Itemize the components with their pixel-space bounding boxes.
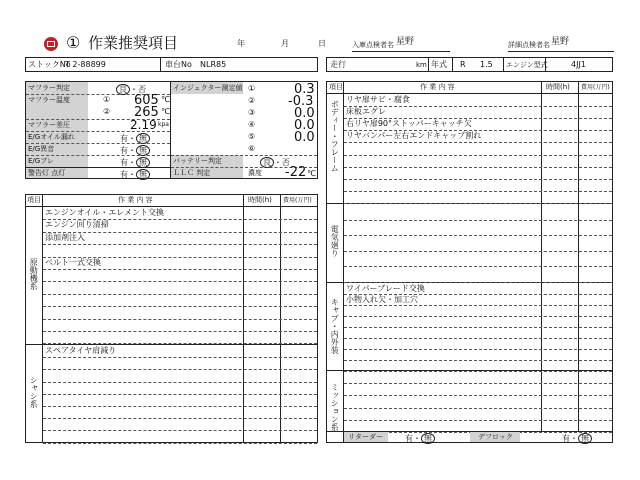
- temp1-no: ①: [103, 95, 111, 104]
- row-divider: [344, 408, 612, 409]
- diff-unit: kpa: [158, 121, 169, 128]
- row-divider: [344, 251, 612, 252]
- warn-no: 無: [136, 169, 150, 180]
- inj1-no: ①: [248, 84, 256, 93]
- inj4-value: 0.0: [294, 118, 315, 133]
- noise-label: E/G異音: [28, 145, 55, 153]
- logo-icon: [44, 37, 58, 51]
- row-divider: [344, 316, 612, 317]
- month-label: 月: [281, 39, 289, 48]
- model-label: 車台No: [165, 60, 192, 69]
- inj6-no: ⑥: [248, 144, 256, 153]
- body-row: 床板エグレ: [346, 107, 386, 117]
- inspector-detail-label: 詳細点検者名: [508, 41, 550, 49]
- inj5-value: 0.0: [294, 130, 315, 145]
- injector-label: インジェクター測定値: [173, 84, 243, 92]
- inspector-in-label: 入庫点検者名: [352, 41, 394, 49]
- row-divider: [43, 406, 317, 407]
- temp2-no: ②: [103, 107, 111, 116]
- right-col-time: 時間(h): [546, 83, 570, 91]
- stock-label: ストックNo: [28, 60, 71, 69]
- left-col-work: 作 業 内 容: [118, 196, 153, 204]
- inj2-no: ②: [248, 96, 256, 105]
- row-divider: [43, 331, 317, 332]
- muffler-temp-label: マフラー温度: [28, 96, 70, 104]
- row-divider: [43, 281, 317, 282]
- row-divider: [43, 357, 317, 358]
- diff-lock-no: 無: [578, 433, 592, 444]
- circle-number: ①: [66, 33, 81, 52]
- oil-leak-choice: 有・ 無: [120, 133, 150, 144]
- cab-row: 小物入れ欠・加工穴: [346, 295, 418, 304]
- battery-good: 良: [260, 157, 274, 168]
- left-col-time: 時間(h): [248, 196, 272, 204]
- row-divider: [344, 360, 612, 361]
- body-row: 右リヤ扉90°ストッパーキャッチ欠: [346, 119, 472, 129]
- row-divider: [43, 244, 317, 245]
- mileage-box: [326, 57, 613, 72]
- year-value: 1.5: [480, 60, 493, 69]
- warn-choice: 有・ 無: [120, 169, 150, 180]
- muffler-good: 良: [116, 84, 130, 95]
- row-divider: [43, 394, 317, 395]
- oil-leak-label: E/Gオイル漏れ: [28, 133, 75, 141]
- temp2-unit: ℃: [161, 107, 170, 116]
- row-divider: [344, 179, 612, 180]
- engine-label: エンジン型式: [506, 61, 548, 69]
- llc-label: ＬＬＣ 判定: [173, 169, 211, 177]
- page-title: 作業推奨項目: [88, 34, 179, 52]
- temp1-unit: ℃: [161, 95, 170, 104]
- row-divider: [43, 306, 317, 307]
- retarder-label: リターダー: [348, 433, 383, 441]
- inspector-detail: 星野: [551, 37, 570, 47]
- year-label: 年: [237, 39, 245, 48]
- row-divider: [43, 443, 317, 444]
- year-model-label: 年式: [431, 60, 447, 69]
- mileage-label: 走行: [330, 60, 346, 69]
- row-divider: [43, 294, 317, 295]
- year-era: R: [460, 60, 466, 69]
- row-divider: [344, 371, 612, 372]
- row-divider: [344, 420, 612, 421]
- model-no: NLR85: [200, 60, 227, 69]
- engine-row: 添加剤注入: [45, 232, 85, 242]
- cab-row: ワイパーブレード交換: [346, 284, 425, 293]
- row-divider: [344, 305, 612, 306]
- row-divider: [344, 349, 612, 350]
- right-col-work: 作 業 内 容: [420, 83, 455, 91]
- row-divider: [344, 203, 612, 204]
- temp2-value: 265: [134, 105, 159, 120]
- diff-lock-choice: 有・ 無: [562, 433, 592, 444]
- right-col-cost: 費用(万円): [581, 84, 610, 91]
- oil-leak-no: 無: [136, 133, 150, 144]
- row-divider: [43, 382, 317, 383]
- vibe-label: E/Gブレ: [28, 157, 54, 165]
- inj5-no: ⑤: [248, 132, 256, 141]
- right-col-item: 項目: [329, 83, 343, 91]
- engine-row: ベルト一式交換: [45, 257, 101, 267]
- llc-value: -22: [285, 165, 307, 180]
- row-divider: [344, 266, 612, 267]
- muffler-label: マフラー判定: [28, 84, 70, 92]
- inj2-value: -0.3: [288, 94, 314, 109]
- muffler-choice: 良 ・否: [116, 84, 146, 95]
- diff-lock-label: デフロック: [478, 433, 513, 441]
- body-group-label: ボディー・フレーム: [330, 100, 340, 172]
- cab-group-label: キャブ・内外装: [330, 298, 340, 354]
- llc-conc-label: 濃度: [248, 169, 262, 177]
- inj3-value: 0.0: [294, 106, 315, 121]
- chassis-group-label: シャシ系: [29, 376, 39, 408]
- temp1-value: 605: [134, 93, 159, 108]
- warn-label: 警告灯 点灯: [28, 169, 66, 177]
- row-divider: [43, 418, 317, 419]
- row-divider: [344, 235, 612, 236]
- inj4-no: ④: [248, 120, 256, 129]
- engine-row: エンジンオイル・エレメント交換: [45, 208, 164, 217]
- diff-value: 2.19: [130, 118, 157, 132]
- muffler-diff-label: マフラー差圧: [28, 121, 70, 129]
- engine-group-label: 原動機系: [29, 258, 39, 290]
- inj1-value: 0.3: [294, 82, 315, 97]
- battery-label: バッテリー判定: [173, 157, 222, 165]
- row-divider: [43, 343, 317, 344]
- row-divider: [344, 338, 612, 339]
- elec-group-label: 電気廻り: [330, 225, 340, 257]
- row-divider: [344, 282, 612, 283]
- engine-model: 4JJ1: [571, 60, 586, 69]
- row-divider: [344, 327, 612, 328]
- row-divider: [344, 220, 612, 221]
- mileage-unit: km: [416, 61, 427, 69]
- llc-unit: ℃: [307, 169, 316, 178]
- battery-choice: 良 ・否: [260, 157, 290, 168]
- mission-group-label: ミッション系: [330, 383, 340, 431]
- noise-choice: 有・ 無: [120, 145, 150, 156]
- row-divider: [43, 369, 317, 370]
- row-divider: [43, 319, 317, 320]
- retarder-choice: 有・ 無: [405, 433, 435, 444]
- left-col-item: 項目: [27, 196, 41, 204]
- row-divider: [344, 395, 612, 396]
- day-label: 日: [318, 39, 326, 48]
- engine-row: エンジン回り清掃: [45, 220, 109, 230]
- row-divider: [344, 142, 612, 143]
- row-divider: [344, 155, 612, 156]
- chassis-row: スペアタイヤ肩減り: [45, 346, 117, 355]
- retarder-no: 無: [421, 433, 435, 444]
- stock-no: T 2-88899: [65, 60, 106, 69]
- row-divider: [43, 269, 317, 270]
- row-divider: [344, 383, 612, 384]
- row-divider: [344, 167, 612, 168]
- inj3-no: ③: [248, 108, 256, 117]
- noise-no: 無: [136, 145, 150, 156]
- inspector-in: 星野: [396, 37, 415, 47]
- body-row: リヤ扉サビ・腐食: [346, 95, 410, 104]
- body-row: リヤバンパー左右エンドキャップ割れ: [346, 131, 482, 141]
- row-divider: [43, 430, 317, 431]
- left-col-cost: 費用(万円): [283, 197, 312, 204]
- row-divider: [344, 191, 612, 192]
- vibe-no: 無: [136, 157, 150, 168]
- vibe-choice: 有・ 無: [120, 157, 150, 168]
